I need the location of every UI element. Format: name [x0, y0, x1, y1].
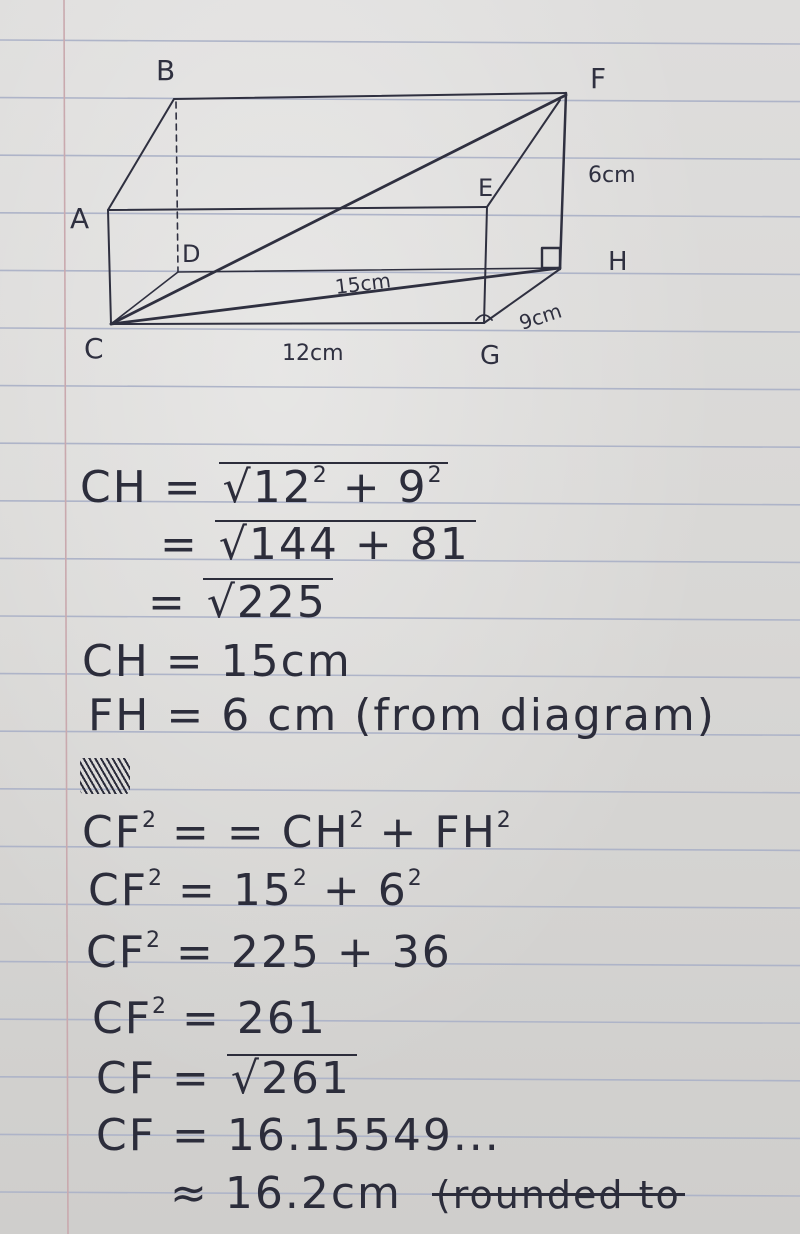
cf-term: CF [86, 927, 147, 978]
edge-bf [174, 93, 566, 99]
length-ch: 15cm [333, 268, 393, 299]
ch-term: = = CH [172, 807, 350, 858]
length-cg: 12cm [282, 341, 344, 366]
crossed-out-note: (rounded to [435, 1173, 681, 1217]
equals-sign: = [148, 577, 187, 628]
hidden-edge-bd [176, 102, 178, 272]
label-b: B [156, 54, 176, 87]
label-e: E [478, 174, 494, 202]
ch-label: CH = [80, 462, 203, 513]
cf-term: CF = [96, 1053, 211, 1104]
work-line-10: $CF^2 = 261$ [92, 993, 327, 1044]
work-line-5: FH = 6 cm (from diagram) [88, 690, 716, 741]
label-a: A [70, 202, 90, 235]
sqrt-144-81: √144 + 81 [215, 520, 476, 568]
length-fh: 6cm [588, 163, 636, 188]
edge-eg [484, 207, 487, 323]
work-line-13 [170, 1168, 681, 1219]
sqrt-261: √261 [227, 1054, 357, 1102]
work-line-1 [80, 462, 448, 511]
term-6: + 6 [322, 865, 408, 916]
scribbled-out-text [80, 758, 130, 794]
work-line-11 [96, 1054, 357, 1102]
term-12: 12 [252, 462, 313, 513]
term-9: 9 [397, 462, 428, 513]
cf-term: CF [82, 807, 143, 858]
work-line-9: $CF^2 = 225 + 36$ [86, 927, 452, 978]
radicand: 225 [236, 577, 327, 628]
right-angle-marker [542, 248, 560, 268]
work-line-7: $CF^2$ = = $CH^2 + FH^2$ [82, 807, 511, 858]
work-line-3 [148, 578, 333, 626]
label-g: G [480, 341, 501, 371]
sum-225-36: = 225 + 36 [176, 927, 452, 978]
label-f: F [590, 62, 607, 95]
ruled-line [0, 443, 800, 447]
edge-ab [108, 99, 174, 210]
label-h: H [608, 247, 628, 277]
cf-term: CF [92, 993, 153, 1044]
equals-sign: = [160, 519, 199, 570]
work-line-4: CH = 15cm [82, 636, 352, 687]
edge-ae [108, 207, 487, 210]
work-line-8: $CF^2 = 15^2 + 6^2$ [88, 865, 422, 916]
edge-cg [111, 323, 484, 324]
work-line-2 [160, 520, 476, 568]
radicand: 261 [260, 1053, 351, 1104]
label-c: C [84, 332, 104, 365]
work-line-6 [80, 752, 130, 796]
length-gh: 9cm [516, 298, 565, 335]
edge-ac [108, 210, 111, 324]
fh-term: + FH [379, 807, 497, 858]
ruled-line [0, 616, 800, 620]
cuboid-diagram [0, 0, 800, 400]
term-15: = 15 [178, 865, 293, 916]
edge-fh [560, 93, 566, 269]
value-261: = 261 [182, 993, 327, 1044]
radicand: 144 + 81 [248, 519, 470, 570]
sqrt-225: √225 [203, 578, 333, 626]
cf-term: CF [88, 865, 149, 916]
label-d: D [182, 240, 201, 268]
work-line-12: CF = 16.15549... [96, 1110, 501, 1161]
final-answer: ≈ 16.2cm [170, 1168, 402, 1219]
sqrt-12-9: $√12^2 + 9^2$ [219, 462, 448, 511]
